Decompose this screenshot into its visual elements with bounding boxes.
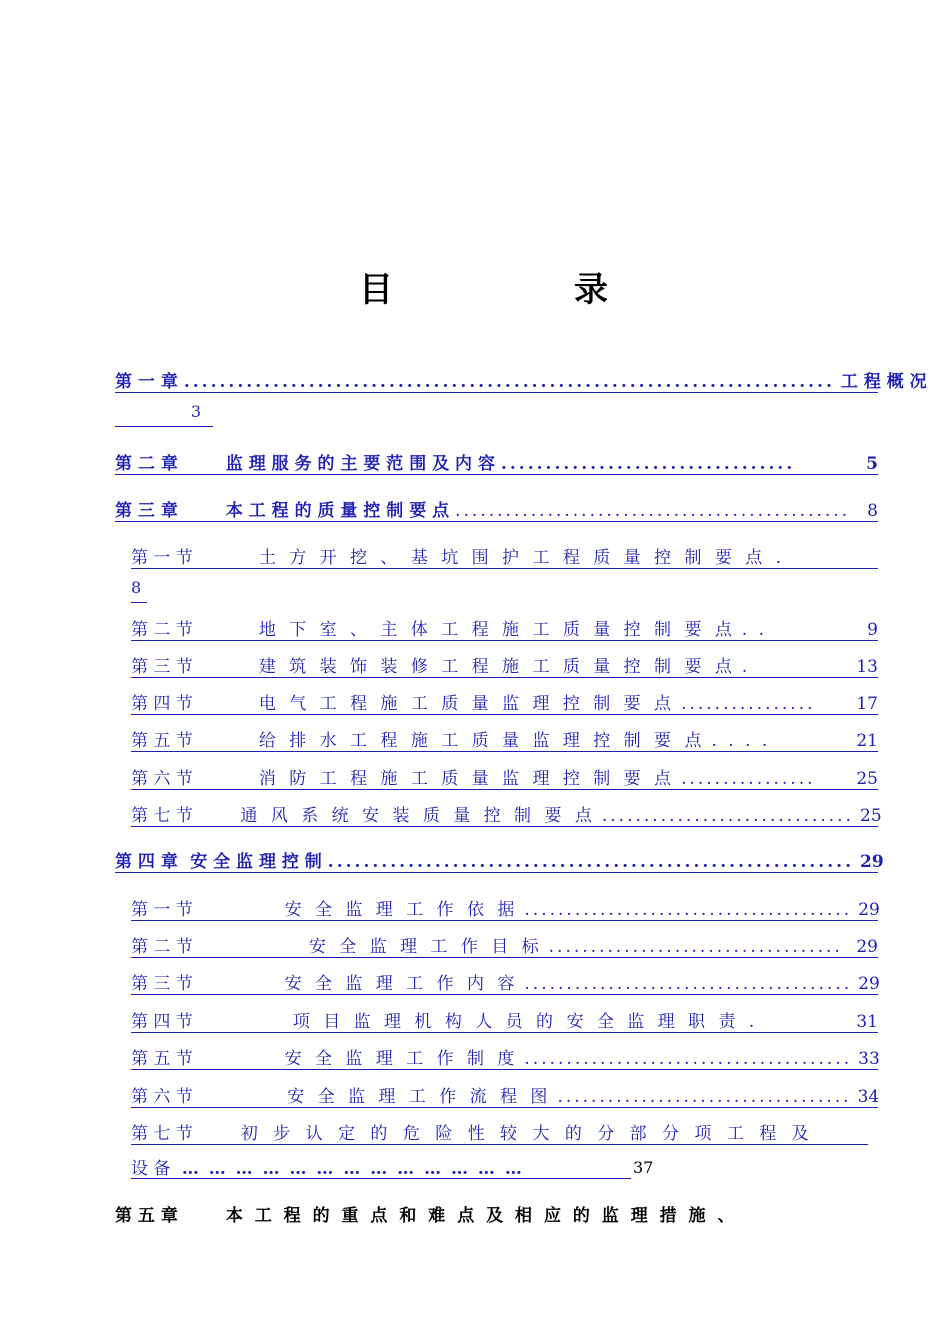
toc-entry-section-4-2[interactable]: [131, 931, 878, 958]
entry-page: 29: [856, 937, 878, 957]
leader-dots: … … … … … … … … … … … … …: [181, 1159, 524, 1179]
entry-title: 给 排 水 工 程 施 工 质 量 监 理 控 制 要 点: [258, 731, 706, 751]
entry-page: 25: [856, 769, 878, 789]
toc-entry-section-4-7-cont[interactable]: [131, 1154, 631, 1179]
entry-label: 第 四 节: [131, 694, 193, 714]
entry-label: 第 一 章: [115, 372, 178, 392]
toc-entry-section-3-6[interactable]: [131, 763, 878, 790]
entry-label: 第 二 节: [131, 937, 193, 957]
toc-entry-section-3-2[interactable]: [131, 614, 878, 641]
entry-page: 5: [866, 454, 878, 474]
entry-label: 第 六 节: [131, 769, 193, 789]
toc-entry-chapter-3[interactable]: [115, 495, 878, 522]
entry-page: 8: [867, 501, 878, 521]
toc-entry-section-4-6[interactable]: [131, 1081, 878, 1108]
entry-title: 安 全 监 理 工 作 流 程 图: [287, 1087, 552, 1107]
entry-label: 第 五 节: [131, 1049, 193, 1069]
entry-page: 33: [858, 1049, 880, 1069]
toc-entry-section-4-1[interactable]: [131, 894, 878, 921]
leader-dots: ...................................: [548, 937, 843, 957]
entry-title: 本 工 程 的 重 点 和 难 点 及 相 应 的 监 理 措 施 、: [225, 1206, 738, 1226]
toc-entry-section-3-7[interactable]: [131, 800, 882, 827]
entry-page: 29: [860, 852, 884, 872]
entry-page: 25: [860, 806, 882, 826]
entry-page: 17: [856, 694, 878, 714]
entry-title: 安 全 监 理 工 作 制 度: [284, 1049, 519, 1069]
leader-dots: .........................................................................: [183, 372, 835, 392]
entry-title: 消 防 工 程 施 工 质 量 监 理 控 制 要 点: [258, 769, 676, 789]
toc-entry-chapter-1-page[interactable]: [115, 402, 213, 427]
leader-dots: ..............................: [601, 806, 854, 826]
toc-entry-section-4-7[interactable]: [131, 1118, 868, 1145]
entry-title: 安 全 监 理 控 制: [190, 852, 322, 872]
entry-title-cont: 设 备: [131, 1159, 171, 1179]
entry-title: 安 全 监 理 工 作 依 据: [284, 900, 519, 920]
leader-dots: .......................................: [524, 1049, 853, 1069]
toc-entry-section-3-4[interactable]: [131, 688, 878, 715]
entry-label: 第 三 节: [131, 974, 193, 994]
entry-title: 初 步 认 定 的 危 险 性 较 大 的 分 部 分 项 工 程 及: [240, 1124, 814, 1144]
entry-page: 9: [867, 620, 878, 640]
entry-page: 34: [857, 1087, 880, 1107]
entry-title: 电 气 工 程 施 工 质 量 监 理 控 制 要 点: [258, 694, 676, 714]
entry-page: 13: [856, 657, 878, 677]
toc-entry-section-3-1-page[interactable]: [131, 578, 147, 603]
leader-dots: . . . .: [711, 731, 771, 751]
leader-dots: .......................................: [524, 974, 853, 994]
leader-dots: ...............................................: [455, 501, 851, 521]
leader-dots: .................................: [500, 454, 796, 474]
entry-page: 31: [856, 1012, 878, 1032]
entry-label: 第 三 节: [131, 657, 193, 677]
entry-label: 第 四 节: [131, 1012, 193, 1032]
entry-label: 第 七 节: [131, 1124, 193, 1144]
toc-entry-section-4-7-page: [633, 1158, 653, 1177]
entry-label: 第 六 节: [131, 1087, 193, 1107]
toc-entry-section-4-4[interactable]: [131, 1006, 878, 1033]
leader-dots: ................: [681, 769, 816, 789]
toc-entry-chapter-5[interactable]: [115, 1200, 878, 1226]
entry-title: 监 理 服 务 的 主 要 范 围 及 内 容: [225, 454, 495, 474]
entry-title: 建 筑 装 饰 装 修 工 程 施 工 质 量 控 制 要 点: [258, 657, 736, 677]
entry-label: 第 五 节: [131, 731, 193, 751]
entry-label: 第 七 节: [131, 806, 193, 826]
leader-dots: .......................................: [524, 900, 853, 920]
entry-page: 8: [131, 578, 142, 597]
entry-label: 第 二 章: [115, 454, 178, 474]
leader-dots: ...........................................................: [327, 852, 854, 872]
toc-entry-section-4-5[interactable]: [131, 1043, 878, 1070]
title-char-1: 目: [359, 270, 393, 310]
entry-page: 21: [856, 731, 878, 751]
toc-entry-chapter-1[interactable]: [115, 366, 927, 393]
leader-dots: . .: [741, 620, 768, 640]
leader-dots: .: [741, 657, 751, 677]
entry-label: 第 一 节: [131, 900, 193, 920]
entry-page: 29: [858, 900, 880, 920]
entry-label: 第 三 章: [115, 501, 178, 521]
toc-entry-section-3-1[interactable]: [131, 542, 878, 569]
entry-title: 本 工 程 的 质 量 控 制 要 点: [225, 501, 450, 521]
entry-title: 通 风 系 统 安 装 质 量 控 制 要 点: [240, 806, 596, 826]
entry-page: 37: [633, 1158, 654, 1177]
entry-label: 第 一 节: [131, 548, 193, 568]
leader-dots: ................: [681, 694, 816, 714]
toc-entry-section-3-3[interactable]: [131, 651, 878, 678]
entry-label: 第 四 章: [115, 852, 178, 872]
entry-title: 土 方 开 挖 、 基 坑 围 护 工 程 质 量 控 制 要 点 .: [258, 548, 786, 568]
entry-title: 工 程 概 况: [840, 372, 927, 392]
entry-label: 第 五 章: [115, 1206, 178, 1226]
toc-entry-section-4-3[interactable]: [131, 968, 878, 995]
entry-title: 地 下 室 、 主 体 工 程 施 工 质 量 控 制 要 点: [258, 620, 736, 640]
leader-dots: ...................................: [557, 1087, 852, 1107]
toc-entry-chapter-4[interactable]: [115, 846, 884, 873]
entry-title: 项 目 监 理 机 构 人 员 的 安 全 监 理 职 责 .: [292, 1012, 759, 1032]
entry-page: 29: [858, 974, 880, 994]
entry-page: 3: [190, 402, 201, 421]
entry-title: 安 全 监 理 工 作 内 容: [284, 974, 519, 994]
title-char-2: 录: [574, 270, 608, 310]
toc-entry-chapter-2[interactable]: [115, 448, 878, 475]
entry-label: 第 二 节: [131, 620, 193, 640]
entry-title: 安 全 监 理 工 作 目 标: [308, 937, 543, 957]
toc-entry-section-3-5[interactable]: [131, 725, 878, 752]
